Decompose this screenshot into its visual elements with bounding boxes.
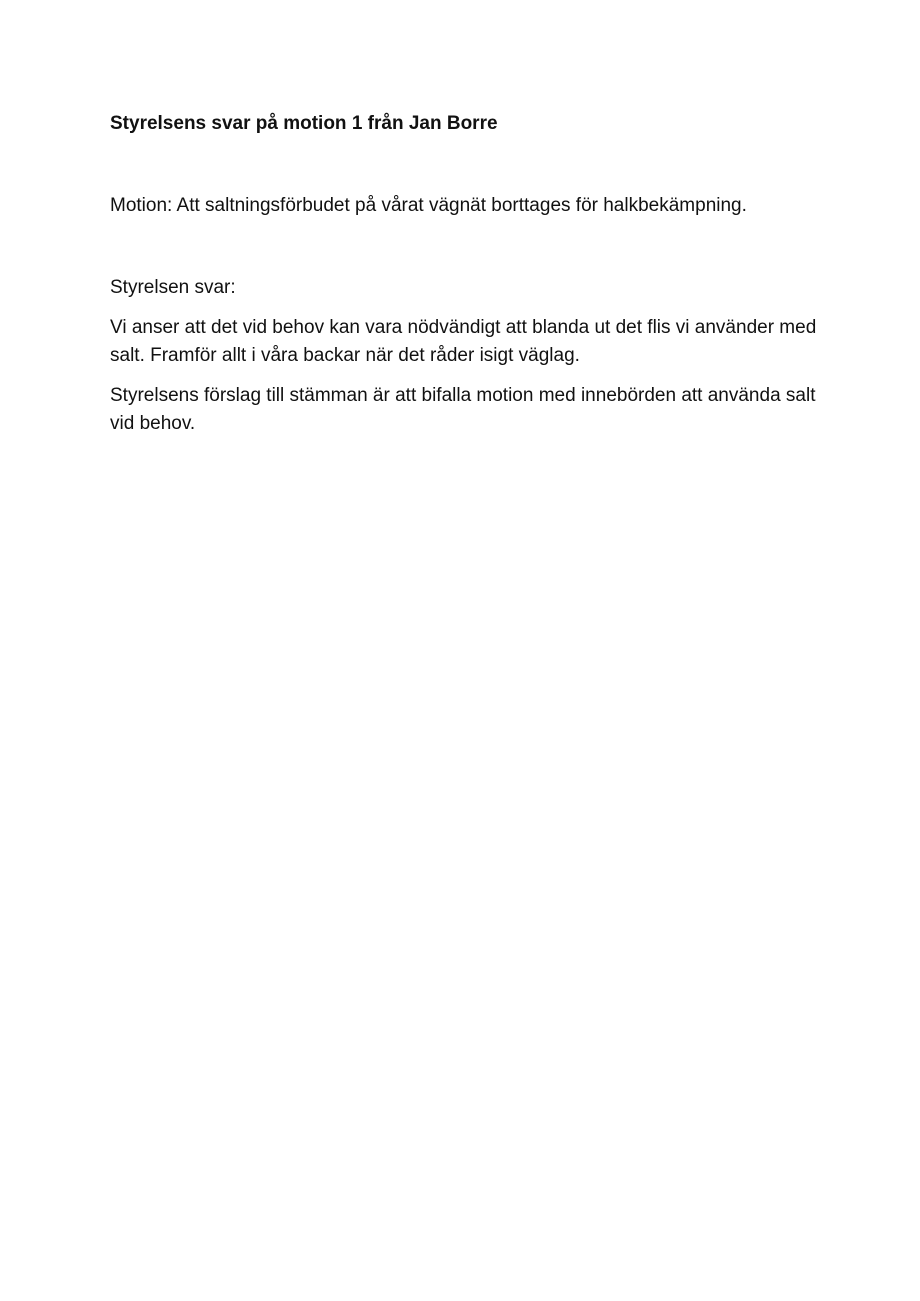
proposal-paragraph: Styrelsens förslag till stämman är att bifalla motion med innebörden att använda salt vid behov. bbox=[110, 385, 816, 434]
document-content bbox=[110, 110, 830, 438]
motion-statement: Motion: Att saltningsförbudet på vårat vägnät borttages för halkbekämpning. bbox=[110, 195, 747, 216]
response-paragraph: Vi anser att det vid behov kan vara nödvändigt att blanda ut det flis vi använder med salt. Framför allt i våra backar när det råder isigt väglag. bbox=[110, 317, 817, 366]
response-label: Styrelsen svar: bbox=[110, 277, 236, 298]
document-title: Styrelsens svar på motion 1 från Jan Borre bbox=[110, 113, 498, 134]
